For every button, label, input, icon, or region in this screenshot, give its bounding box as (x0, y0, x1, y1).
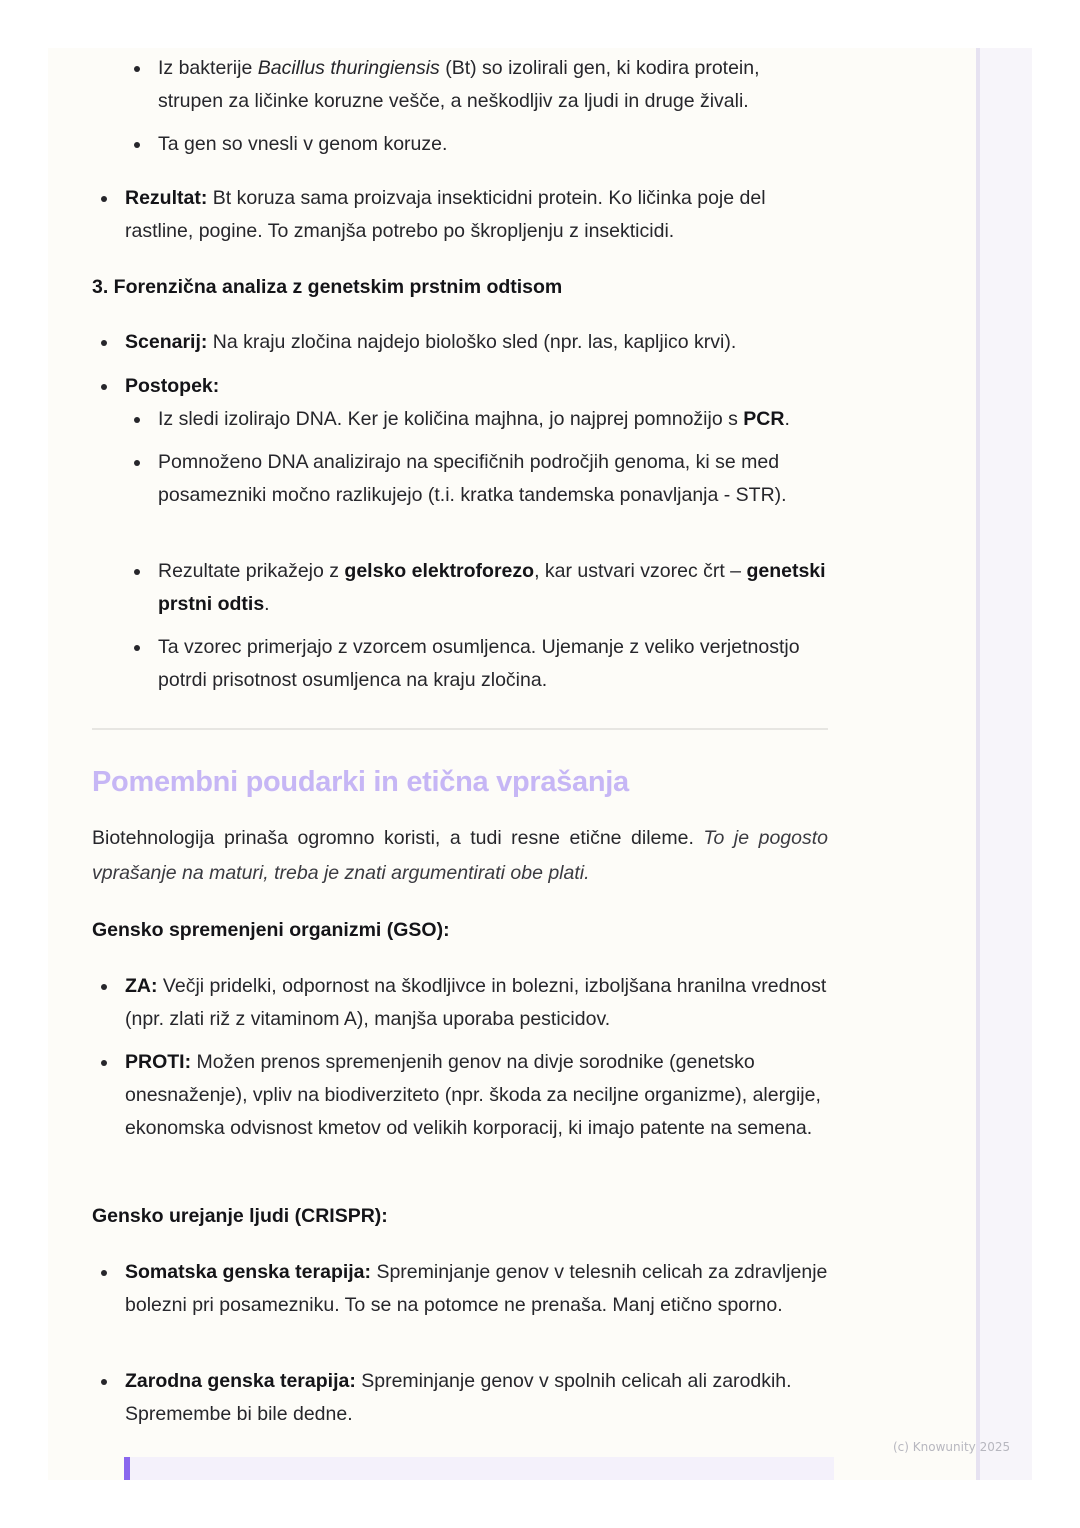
procedure-steps (92, 403, 828, 436)
section-divider (92, 728, 828, 730)
margin-rule (976, 48, 980, 1480)
list-item: Ta vzorec primerjajo z vzorcem osumljenca. Ujemanje z veliko verjetnostjo potrdi prisotnost osumljenca na kraju zločina. (92, 631, 828, 697)
bt-sub-list-2 (92, 128, 828, 161)
list-item: Iz sledi izolirajo DNA. Ker je količina majhna, jo najprej pomnožijo s PCR. (92, 403, 828, 436)
gso-heading: Gensko spremenjeni organizmi (GSO): (92, 919, 450, 941)
procedure-steps-2 (92, 446, 828, 512)
list-item: Rezultat: Bt koruza sama proizvaja insekticidni protein. Ko ličinka poje del rastline, pogine. To zmanjša potrebo po škropljenju z insekticidi. (92, 182, 828, 248)
document-page (48, 48, 976, 1480)
list-item: Zarodna genska terapija: Spreminjanje genov v spolnih celicah ali zarodkih. Spremembe bi bile dedne. (92, 1365, 828, 1431)
watermark: (c) Knowunity 2025 (893, 1440, 1011, 1454)
list-item: Ta gen so vnesli v genom koruze. (92, 128, 828, 161)
section-heading: 3. Forenzična analiza z genetskim prstnim odtisom (92, 276, 563, 298)
list-item: PROTI: Možen prenos spremenjenih genov na divje sorodnike (genetsko onesnaženje), vpliv na biodiverziteto (npr. škoda za neciljne organizme), alergije, ekonomska odvisnost kmetov od velikih korporacij, ki imajo patente na semena. (92, 1046, 828, 1145)
intro-paragraph: Biotehnologija prinaša ogromno koristi, a tudi resne etične dileme. To je pogosto vprašanje na maturi, treba je znati argumentirati obe plati. (92, 827, 828, 884)
bt-sub-list (92, 52, 828, 118)
forensic-list (92, 326, 828, 359)
right-margin (976, 48, 1032, 1480)
list-item: Scenarij: Na kraju zločina najdejo biološko sled (npr. las, kapljico krvi). (92, 326, 828, 359)
crispr-list (92, 1256, 828, 1322)
gso-list (92, 970, 828, 1036)
list-item: Iz bakterije Bacillus thuringiensis (Bt) so izolirali gen, ki kodira protein, strupen za ličinke koruzne vešče, a neškodljiv za ljudi in druge živali. (92, 52, 828, 118)
procedure-steps-4 (92, 631, 828, 697)
list-item: Postopek: (92, 370, 828, 403)
list-item: Pomnoženo DNA analizirajo na specifičnih področjih genoma, ki se med posamezniki močno razlikujejo (t.i. kratka tandemska ponavljanja - STR). (92, 446, 828, 512)
callout-box (124, 1457, 834, 1480)
list-item: ZA: Večji pridelki, odpornost na škodljivce in bolezni, izboljšana hranilna vrednost (npr. zlati riž z vitaminom A), manjša uporaba pesticidov. (92, 970, 828, 1036)
procedure-list (92, 370, 828, 403)
section-title: Pomembni poudarki in etična vprašanja (92, 766, 629, 798)
procedure-steps-3 (92, 555, 828, 621)
crispr-list-2 (92, 1365, 828, 1431)
crispr-heading: Gensko urejanje ljudi (CRISPR): (92, 1205, 388, 1227)
result-list (92, 182, 828, 248)
list-item: Somatska genska terapija: Spreminjanje genov v telesnih celicah za zdravljenje bolezni pri posamezniku. To se na potomce ne prenaša. Manj etično sporno. (92, 1256, 828, 1322)
gso-list-2 (92, 1046, 828, 1145)
list-item: Rezultate prikažejo z gelsko elektroforezo, kar ustvari vzorec črt – genetski prstni odtis. (92, 555, 828, 621)
